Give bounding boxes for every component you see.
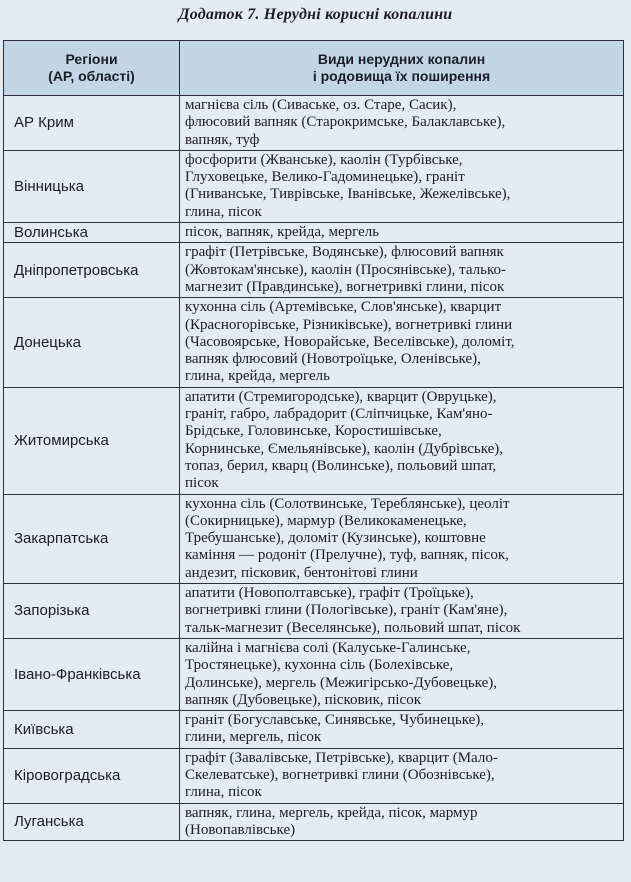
header-minerals-line: Види нерудних копалин: [317, 51, 486, 67]
minerals-line: (Красногорівське, Різниківське), вогнетривкі глини: [185, 316, 513, 333]
minerals-cell: [180, 387, 624, 494]
region-cell: Івано-Франківська: [4, 638, 180, 710]
minerals-line: Корнинське, Ємельянівське), каолін (Дубрівське),: [185, 440, 504, 457]
minerals-line: Глуховецьке, Велико-Гадоминецьке), граніт: [185, 169, 465, 186]
table-row: [4, 150, 624, 222]
header-minerals: [180, 41, 624, 96]
minerals-line: (Гниванське, Тиврівське, Іванівське, Жежелівське),: [185, 186, 511, 203]
minerals-line: вапняк флюсовий (Новотроїцьке, Оленівське),: [185, 351, 481, 368]
table-header-row: [4, 41, 624, 96]
minerals-line: андезит, пісковик, бентонітові глини: [185, 564, 418, 581]
region-cell: Кіровоградська: [4, 748, 180, 803]
minerals-cell: [180, 150, 624, 222]
minerals-cell: [180, 711, 624, 749]
minerals-line: пісок, вапняк, крейда, мергель: [185, 224, 380, 241]
minerals-line: Долинське), мергель (Межигірсько-Дубовецьке),: [185, 674, 498, 691]
minerals-cell: [180, 96, 624, 151]
minerals-line: апатити (Стремигородське), кварцит (Овруцьке),: [185, 388, 497, 405]
region-cell: Луганська: [4, 803, 180, 841]
minerals-cell: [180, 298, 624, 387]
minerals-line: глина, пісок: [185, 203, 262, 220]
minerals-line: кухонна сіль (Солотвинське, Тереблянське), цеоліт: [185, 495, 510, 512]
region-cell: Донецька: [4, 298, 180, 387]
minerals-table: [3, 40, 624, 841]
table-row: [4, 494, 624, 583]
table-row: [4, 711, 624, 749]
region-cell: Вінницька: [4, 150, 180, 222]
minerals-line: графіт (Петрівське, Водянське), флюсовий вапняк: [185, 244, 504, 261]
table-row: [4, 748, 624, 803]
table-row: [4, 96, 624, 151]
region-cell: Запорізька: [4, 584, 180, 639]
minerals-line: каміння — родоніт (Прелучне), туф, вапняк, пісок,: [185, 547, 509, 564]
minerals-line: граніт, габро, лабрадорит (Сліпчицьке, Кам'яно-: [185, 406, 493, 423]
region-cell: Київська: [4, 711, 180, 749]
minerals-line: (Жовтокам'янське), каолін (Просянівське), талько-: [185, 261, 506, 278]
minerals-line: графіт (Завалівське, Петрівське), кварцит (Мало-: [185, 749, 498, 766]
minerals-cell: [180, 584, 624, 639]
header-regions-line: Регіони: [65, 51, 118, 67]
region-cell: Волинська: [4, 223, 180, 243]
minerals-line: тальк-магнезит (Веселянське), польовий шпат, пісок: [185, 619, 521, 636]
table-row: [4, 387, 624, 494]
table-row: [4, 298, 624, 387]
minerals-line: граніт (Богуславське, Синявське, Чубинецьке),: [185, 712, 485, 729]
minerals-line: Скелеватське), вогнетривкі глини (Обознівське),: [185, 766, 495, 783]
minerals-line: кухонна сіль (Артемівське, Слов'янське), кварцит: [185, 299, 502, 316]
minerals-line: глина, пісок: [185, 784, 262, 801]
minerals-line: (Сокирницьке), мармур (Великокаменецьке,: [185, 512, 467, 529]
minerals-cell: [180, 748, 624, 803]
region-cell: Закарпатська: [4, 494, 180, 583]
minerals-cell: [180, 494, 624, 583]
minerals-cell: [180, 223, 624, 243]
minerals-line: Брідське, Головинське, Коростишівське,: [185, 423, 442, 440]
header-regions-line: (АР, області): [48, 68, 135, 84]
minerals-line: (Часовоярське, Новорайське, Веселівське), доломіт,: [185, 333, 515, 350]
minerals-line: магнезит (Правдинське), вогнетривкі глини, пісок: [185, 278, 505, 295]
table-row: [4, 243, 624, 298]
header-regions: [4, 41, 180, 96]
header-minerals-line: і родовища їх поширення: [312, 68, 491, 84]
minerals-line: глина, крейда, мергель: [185, 368, 330, 385]
minerals-line: вогнетривкі глини (Пологівське), граніт (Кам'яне),: [185, 602, 508, 619]
table-row: [4, 584, 624, 639]
table-row: [4, 638, 624, 710]
minerals-line: вапняк (Дубовецьке), пісковик, пісок: [185, 691, 422, 708]
region-cell: Дніпропетровська: [4, 243, 180, 298]
minerals-line: калійна і магнієва солі (Калуське-Галинське,: [185, 639, 471, 656]
minerals-line: вапняк, туф: [185, 131, 260, 148]
minerals-line: топаз, берил, кварц (Волинське), польовий шпат,: [185, 457, 497, 474]
minerals-line: фосфорити (Жванське), каолін (Турбівське,: [185, 151, 463, 168]
minerals-line: флюсовий вапняк (Старокримське, Балаклавське),: [185, 114, 506, 131]
table-body: [4, 96, 624, 841]
page-title: Додаток 7. Нерудні корисні копалини: [178, 6, 453, 23]
minerals-line: Требушанське), доломіт (Кузинське), коштовне: [185, 530, 486, 547]
region-cell: Житомирська: [4, 387, 180, 494]
minerals-cell: [180, 803, 624, 841]
region-cell: АР Крим: [4, 96, 180, 151]
minerals-cell: [180, 243, 624, 298]
minerals-line: Тростянецьке), кухонна сіль (Болехівське,: [185, 657, 454, 674]
minerals-line: (Новопавлівське): [185, 821, 296, 838]
minerals-line: глини, мергель, пісок: [185, 729, 322, 746]
table-row: [4, 223, 624, 243]
minerals-line: магнієва сіль (Сиваське, оз. Старе, Сасик),: [185, 97, 457, 113]
minerals-line: пісок: [185, 475, 219, 492]
minerals-line: апатити (Новополтавське), графіт (Троїцьке),: [185, 585, 474, 602]
table-row: [4, 803, 624, 841]
minerals-line: вапняк, глина, мергель, крейда, пісок, мармур: [185, 804, 478, 821]
minerals-cell: [180, 638, 624, 710]
